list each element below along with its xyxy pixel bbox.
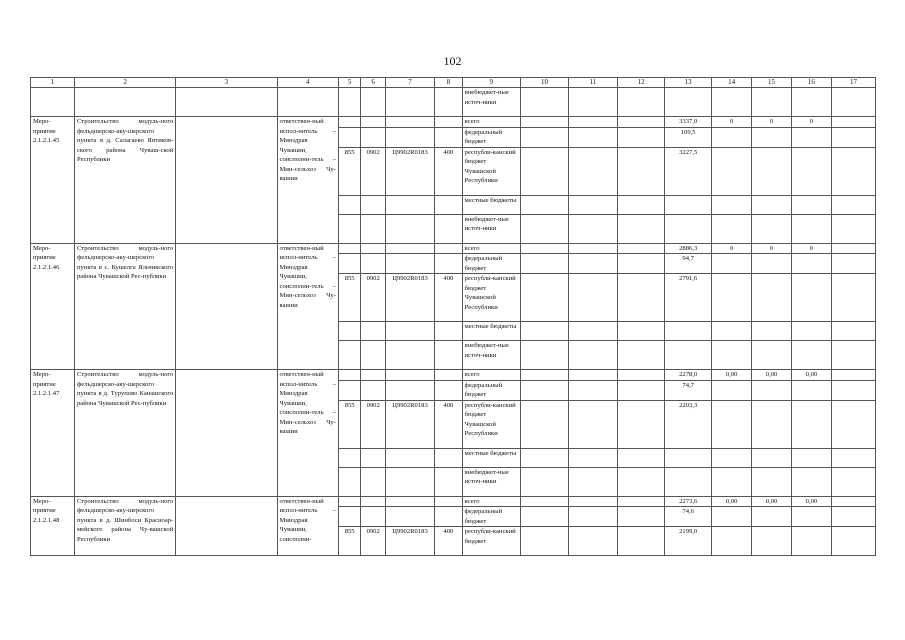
target-code-cell: Ц9902R0183 bbox=[385, 527, 434, 556]
source-cell: федеральный бюджет bbox=[462, 380, 520, 400]
value-2020-cell bbox=[712, 380, 752, 400]
empty-cell bbox=[435, 243, 463, 254]
value-2019-cell: 3227,5 bbox=[665, 147, 712, 195]
empty-cell bbox=[385, 117, 434, 128]
empty-cell bbox=[569, 380, 618, 400]
empty-cell bbox=[569, 527, 618, 556]
empty-cell bbox=[338, 507, 361, 527]
empty-cell bbox=[176, 243, 277, 370]
measure-name-cell: Строительство модуль-ного фельдшерско-аку-шерского пункта в д. Шинбоси Красноар-мейского района Чу-вашской Республики bbox=[74, 496, 175, 556]
empty-cell bbox=[569, 243, 618, 254]
empty-cell bbox=[520, 448, 568, 467]
empty-cell bbox=[618, 496, 665, 507]
empty-cell bbox=[435, 380, 463, 400]
empty-cell bbox=[385, 322, 434, 341]
empty-cell bbox=[338, 195, 361, 214]
source-cell: местные бюджеты bbox=[462, 322, 520, 341]
source-cell: внебюджет-ные источ-ники bbox=[462, 88, 520, 117]
gov-code-cell: 855 bbox=[338, 274, 361, 322]
value-2020-cell: 0 bbox=[712, 243, 752, 254]
empty-cell bbox=[361, 254, 386, 274]
header-cell: 12 bbox=[618, 78, 665, 88]
empty-cell bbox=[831, 527, 875, 556]
empty-cell bbox=[385, 507, 434, 527]
source-cell: федеральный бюджет bbox=[462, 254, 520, 274]
value-2022-cell bbox=[791, 467, 831, 496]
table-row bbox=[31, 117, 876, 128]
empty-cell bbox=[176, 496, 277, 556]
empty-cell bbox=[618, 370, 665, 381]
header-cell: 9 bbox=[462, 78, 520, 88]
value-2022-cell: 0,00 bbox=[791, 496, 831, 507]
source-cell: местные бюджеты bbox=[462, 195, 520, 214]
measure-id-cell: Меро-приятие 2.1.2.1.48 bbox=[31, 496, 75, 556]
value-2022-cell bbox=[791, 400, 831, 448]
empty-cell bbox=[569, 507, 618, 527]
empty-cell bbox=[520, 507, 568, 527]
empty-cell bbox=[569, 117, 618, 128]
empty-cell bbox=[831, 147, 875, 195]
value-2022-cell bbox=[791, 214, 831, 243]
empty-cell bbox=[361, 195, 386, 214]
continuation-row bbox=[31, 88, 876, 117]
empty-cell bbox=[435, 370, 463, 381]
empty-cell bbox=[435, 448, 463, 467]
empty-cell bbox=[520, 195, 568, 214]
value-2020-cell bbox=[712, 274, 752, 322]
gov-code-cell: 855 bbox=[338, 400, 361, 448]
empty-cell bbox=[520, 117, 568, 128]
empty-cell bbox=[618, 507, 665, 527]
empty-cell bbox=[338, 127, 361, 147]
empty-cell bbox=[385, 195, 434, 214]
source-cell: внебюджет-ные источ-ники bbox=[462, 467, 520, 496]
empty-cell bbox=[569, 448, 618, 467]
value-2019-cell: 2886,3 bbox=[665, 243, 712, 254]
source-cell: местные бюджеты bbox=[462, 448, 520, 467]
value-2019-cell: 2791,6 bbox=[665, 274, 712, 322]
value-2021-cell: 0 bbox=[752, 243, 792, 254]
empty-cell bbox=[569, 274, 618, 322]
value-2021-cell bbox=[752, 507, 792, 527]
empty-cell bbox=[385, 214, 434, 243]
empty-cell bbox=[569, 254, 618, 274]
value-2019-cell bbox=[665, 322, 712, 341]
empty-cell bbox=[569, 341, 618, 370]
header-cell: 8 bbox=[435, 78, 463, 88]
source-cell: республи-канский бюджет Чувашской Республики bbox=[462, 147, 520, 195]
value-2021-cell bbox=[752, 214, 792, 243]
value-2022-cell: 0 bbox=[791, 117, 831, 128]
measure-id-cell: Меро-приятие 2.1.2.1.46 bbox=[31, 243, 75, 370]
empty-cell bbox=[338, 214, 361, 243]
empty-cell bbox=[361, 322, 386, 341]
source-cell: федеральный бюджет bbox=[462, 507, 520, 527]
empty-cell bbox=[831, 214, 875, 243]
empty-cell bbox=[520, 400, 568, 448]
value-2022-cell bbox=[791, 341, 831, 370]
empty-cell bbox=[569, 370, 618, 381]
executor-cell: ответствен-ный испол-нитель – Минздрав Чувашии, соисполни- bbox=[277, 496, 338, 556]
source-cell: всего bbox=[462, 243, 520, 254]
value-2019-cell bbox=[665, 195, 712, 214]
section-code-cell: 0902 bbox=[361, 274, 386, 322]
value-2022-cell bbox=[791, 274, 831, 322]
source-cell: всего bbox=[462, 117, 520, 128]
value-2019-cell bbox=[665, 467, 712, 496]
value-2019-cell: 2203,3 bbox=[665, 400, 712, 448]
empty-cell bbox=[569, 127, 618, 147]
empty-cell bbox=[385, 254, 434, 274]
gov-code-cell: 855 bbox=[338, 527, 361, 556]
value-2022-cell: 0,00 bbox=[791, 370, 831, 381]
empty-cell bbox=[385, 467, 434, 496]
source-cell: республи-канский бюджет Чувашской Республики bbox=[462, 400, 520, 448]
empty-cell bbox=[520, 274, 568, 322]
header-cell: 10 bbox=[520, 78, 568, 88]
value-2022-cell bbox=[791, 254, 831, 274]
source-cell: всего bbox=[462, 370, 520, 381]
value-2019-cell: 74,6 bbox=[665, 507, 712, 527]
executor-cell: ответствен-ный испол-нитель – Минздрав Чувашии, соисполни-тель – Мин-сельхоз Чу-вашии bbox=[277, 117, 338, 244]
value-2021-cell bbox=[752, 322, 792, 341]
empty-cell bbox=[338, 341, 361, 370]
value-2019-cell: 109,5 bbox=[665, 127, 712, 147]
value-2021-cell bbox=[752, 380, 792, 400]
expense-type-cell: 400 bbox=[435, 400, 463, 448]
empty-cell bbox=[361, 341, 386, 370]
empty-cell bbox=[361, 380, 386, 400]
empty-cell bbox=[435, 507, 463, 527]
empty-cell bbox=[618, 214, 665, 243]
value-2022-cell bbox=[791, 507, 831, 527]
empty-cell bbox=[385, 370, 434, 381]
value-2021-cell bbox=[752, 254, 792, 274]
value-2020-cell bbox=[712, 254, 752, 274]
header-cell: 6 bbox=[361, 78, 386, 88]
empty-cell bbox=[618, 147, 665, 195]
empty-cell bbox=[361, 243, 386, 254]
empty-cell bbox=[569, 147, 618, 195]
empty-cell bbox=[618, 195, 665, 214]
empty-cell bbox=[520, 254, 568, 274]
empty-cell bbox=[361, 117, 386, 128]
header-cell: 15 bbox=[752, 78, 792, 88]
empty-cell bbox=[569, 496, 618, 507]
value-2019-cell bbox=[665, 341, 712, 370]
gov-code-cell: 855 bbox=[338, 147, 361, 195]
value-2021-cell: 0 bbox=[752, 117, 792, 128]
empty-cell bbox=[338, 380, 361, 400]
value-2022-cell: 0 bbox=[791, 243, 831, 254]
value-2021-cell: 0,00 bbox=[752, 496, 792, 507]
table-row bbox=[31, 370, 876, 381]
value-2019-cell bbox=[665, 448, 712, 467]
empty-cell bbox=[338, 117, 361, 128]
source-cell: внебюджет-ные источ-ники bbox=[462, 214, 520, 243]
empty-cell bbox=[618, 341, 665, 370]
source-cell: всего bbox=[462, 496, 520, 507]
empty-cell bbox=[520, 467, 568, 496]
value-2022-cell bbox=[791, 380, 831, 400]
empty-cell bbox=[831, 341, 875, 370]
empty-cell bbox=[831, 448, 875, 467]
value-2019-cell: 74,7 bbox=[665, 380, 712, 400]
target-code-cell: Ц9902R0183 bbox=[385, 147, 434, 195]
value-2020-cell: 0 bbox=[712, 117, 752, 128]
value-2020-cell bbox=[712, 214, 752, 243]
header-cell: 3 bbox=[176, 78, 277, 88]
empty-cell bbox=[435, 254, 463, 274]
value-2020-cell bbox=[712, 527, 752, 556]
executor-cell: ответствен-ный испол-нитель – Минздрав Чувашии, соисполни-тель – Мин-сельхоз Чу-вашии bbox=[277, 370, 338, 497]
empty-cell bbox=[618, 448, 665, 467]
value-2020-cell bbox=[712, 322, 752, 341]
expense-type-cell: 400 bbox=[435, 147, 463, 195]
empty-cell bbox=[831, 400, 875, 448]
target-code-cell: Ц9902R0183 bbox=[385, 274, 434, 322]
header-cell: 4 bbox=[277, 78, 338, 88]
empty-cell bbox=[831, 496, 875, 507]
empty-cell bbox=[520, 322, 568, 341]
empty-cell bbox=[361, 507, 386, 527]
value-2021-cell bbox=[752, 127, 792, 147]
table-row bbox=[31, 243, 876, 254]
expense-type-cell: 400 bbox=[435, 274, 463, 322]
empty-cell bbox=[618, 467, 665, 496]
value-2021-cell bbox=[752, 448, 792, 467]
empty-cell bbox=[338, 243, 361, 254]
empty-cell bbox=[569, 322, 618, 341]
empty-cell bbox=[618, 274, 665, 322]
value-2020-cell: 0,00 bbox=[712, 496, 752, 507]
empty-cell bbox=[435, 195, 463, 214]
value-2020-cell bbox=[712, 507, 752, 527]
empty-cell bbox=[338, 467, 361, 496]
empty-cell bbox=[831, 127, 875, 147]
empty-cell bbox=[520, 380, 568, 400]
empty-cell bbox=[520, 147, 568, 195]
measure-id-cell: Меро-приятие 2.1.2.1.45 bbox=[31, 117, 75, 244]
executor-cell: ответствен-ный испол-нитель – Минздрав Чувашии, соисполни-тель – Мин-сельхоз Чу-вашии bbox=[277, 243, 338, 370]
empty-cell bbox=[831, 243, 875, 254]
empty-cell bbox=[361, 496, 386, 507]
source-cell: федеральный бюджет bbox=[462, 127, 520, 147]
empty-cell bbox=[435, 496, 463, 507]
header-cell: 5 bbox=[338, 78, 361, 88]
empty-cell bbox=[569, 195, 618, 214]
empty-cell bbox=[520, 496, 568, 507]
value-2021-cell bbox=[752, 195, 792, 214]
empty-cell bbox=[831, 380, 875, 400]
empty-cell bbox=[831, 195, 875, 214]
value-2021-cell: 0,00 bbox=[752, 370, 792, 381]
measure-id-cell: Меро-приятие 2.1.2.1.47 bbox=[31, 370, 75, 497]
empty-cell bbox=[831, 117, 875, 128]
header-cell: 11 bbox=[569, 78, 618, 88]
empty-cell bbox=[435, 127, 463, 147]
source-cell: республи-канский бюджет bbox=[462, 527, 520, 556]
empty-cell bbox=[618, 117, 665, 128]
value-2022-cell bbox=[791, 127, 831, 147]
empty-cell bbox=[618, 380, 665, 400]
section-code-cell: 0902 bbox=[361, 147, 386, 195]
empty-cell bbox=[618, 400, 665, 448]
header-cell: 16 bbox=[791, 78, 831, 88]
empty-cell bbox=[569, 467, 618, 496]
table-row bbox=[31, 496, 876, 507]
empty-cell bbox=[176, 117, 277, 244]
empty-cell bbox=[385, 496, 434, 507]
empty-cell bbox=[831, 322, 875, 341]
value-2019-cell: 2273,6 bbox=[665, 496, 712, 507]
section-code-cell: 0902 bbox=[361, 527, 386, 556]
empty-cell bbox=[361, 370, 386, 381]
value-2021-cell bbox=[752, 400, 792, 448]
value-2020-cell bbox=[712, 467, 752, 496]
value-2019-cell bbox=[665, 214, 712, 243]
value-2020-cell bbox=[712, 195, 752, 214]
measure-name-cell: Строительство модуль-ного фельдшерско-аку-шерского пункта в д. Салагаево Янтиков-ского района Чуваш-ской Республики bbox=[74, 117, 175, 244]
empty-cell bbox=[435, 322, 463, 341]
empty-cell bbox=[435, 117, 463, 128]
program-table bbox=[30, 77, 876, 556]
empty-cell bbox=[520, 527, 568, 556]
header-row bbox=[31, 78, 876, 88]
value-2021-cell bbox=[752, 274, 792, 322]
expense-type-cell: 400 bbox=[435, 527, 463, 556]
value-2022-cell bbox=[791, 322, 831, 341]
measure-name-cell: Строительство модуль-ного фельдшерско-аку-шерского пункта в д. Турупово Канашского района Чувашской Рес-публики bbox=[74, 370, 175, 497]
value-2020-cell bbox=[712, 341, 752, 370]
value-2020-cell bbox=[712, 448, 752, 467]
empty-cell bbox=[569, 214, 618, 243]
empty-cell bbox=[385, 448, 434, 467]
header-cell: 1 bbox=[31, 78, 75, 88]
value-2020-cell: 0,00 bbox=[712, 370, 752, 381]
empty-cell bbox=[831, 507, 875, 527]
empty-cell bbox=[831, 370, 875, 381]
value-2021-cell bbox=[752, 527, 792, 556]
value-2020-cell bbox=[712, 147, 752, 195]
value-2020-cell bbox=[712, 127, 752, 147]
empty-cell bbox=[831, 254, 875, 274]
value-2021-cell bbox=[752, 467, 792, 496]
target-code-cell: Ц9902R0183 bbox=[385, 400, 434, 448]
empty-cell bbox=[176, 370, 277, 497]
empty-cell bbox=[618, 254, 665, 274]
value-2022-cell bbox=[791, 448, 831, 467]
empty-cell bbox=[361, 127, 386, 147]
header-cell: 14 bbox=[712, 78, 752, 88]
empty-cell bbox=[338, 254, 361, 274]
empty-cell bbox=[831, 467, 875, 496]
empty-cell bbox=[569, 400, 618, 448]
empty-cell bbox=[618, 322, 665, 341]
source-cell: республи-канский бюджет Чувашской Республики bbox=[462, 274, 520, 322]
value-2021-cell bbox=[752, 147, 792, 195]
empty-cell bbox=[338, 322, 361, 341]
value-2019-cell: 2199,0 bbox=[665, 527, 712, 556]
empty-cell bbox=[520, 243, 568, 254]
header-cell: 7 bbox=[385, 78, 434, 88]
empty-cell bbox=[435, 341, 463, 370]
value-2020-cell bbox=[712, 400, 752, 448]
value-2019-cell: 3337,0 bbox=[665, 117, 712, 128]
page-number: 102 bbox=[443, 54, 462, 68]
empty-cell bbox=[338, 448, 361, 467]
empty-cell bbox=[385, 380, 434, 400]
value-2021-cell bbox=[752, 341, 792, 370]
empty-cell bbox=[361, 448, 386, 467]
value-2022-cell bbox=[791, 527, 831, 556]
empty-cell bbox=[385, 127, 434, 147]
empty-cell bbox=[338, 370, 361, 381]
header-cell: 13 bbox=[665, 78, 712, 88]
empty-cell bbox=[361, 214, 386, 243]
empty-cell bbox=[618, 127, 665, 147]
section-code-cell: 0902 bbox=[361, 400, 386, 448]
empty-cell bbox=[618, 243, 665, 254]
empty-cell bbox=[520, 127, 568, 147]
empty-cell bbox=[618, 527, 665, 556]
value-2019-cell: 94,7 bbox=[665, 254, 712, 274]
source-cell: внебюджет-ные источ-ники bbox=[462, 341, 520, 370]
header-cell: 2 bbox=[74, 78, 175, 88]
empty-cell bbox=[385, 243, 434, 254]
empty-cell bbox=[520, 341, 568, 370]
value-2022-cell bbox=[791, 147, 831, 195]
empty-cell bbox=[831, 274, 875, 322]
empty-cell bbox=[385, 341, 434, 370]
value-2019-cell: 2278,0 bbox=[665, 370, 712, 381]
empty-cell bbox=[520, 214, 568, 243]
empty-cell bbox=[338, 496, 361, 507]
measure-name-cell: Строительство модуль-ного фельдшерско-аку-шерского пункта в с. Кушелга Яльчикского района Чувашской Рес-публики bbox=[74, 243, 175, 370]
empty-cell bbox=[435, 214, 463, 243]
value-2022-cell bbox=[791, 195, 831, 214]
empty-cell bbox=[520, 370, 568, 381]
empty-cell bbox=[435, 467, 463, 496]
header-cell: 17 bbox=[831, 78, 875, 88]
empty-cell bbox=[361, 467, 386, 496]
